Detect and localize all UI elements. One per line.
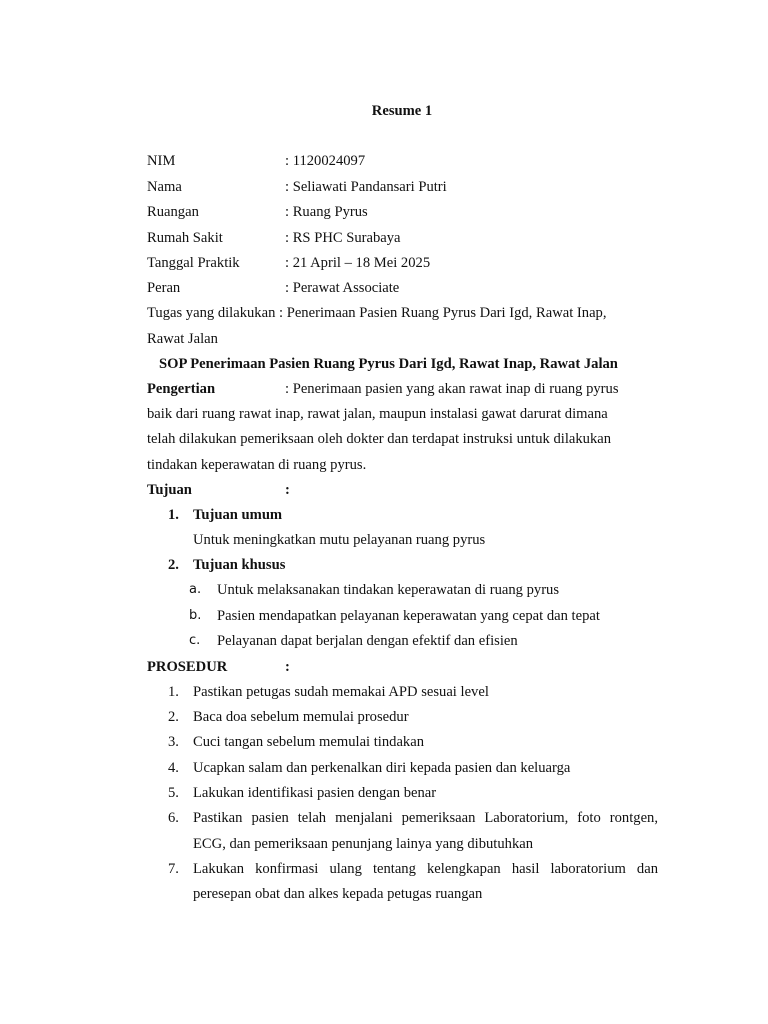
info-label: Tanggal Praktik [147,255,240,271]
list-letter: c. [189,633,201,648]
step-number: 6. [168,810,179,826]
pengertian-text-line: telah dilakukan pemeriksaan oleh dokter dan terdapat instruksi untuk dilakukan [147,431,612,447]
tujuan-label: Tujuan [147,482,192,498]
pengertian-text-line: baik dari ruang rawat inap, rawat jalan, maupun instalasi gawat darurat dimana [147,406,608,422]
step-number: 1. [168,684,179,700]
pengertian-label: Pengertian [147,381,216,397]
tugas-line-cont: Rawat Jalan [147,331,218,347]
step-text-cont: peresepan obat dan alkes kepada petugas ruangan [193,886,483,902]
list-number: 1. [168,507,179,523]
info-value: : 21 April – 18 Mei 2025 [285,255,431,271]
info-value: : Seliawati Pandansari Putri [285,179,447,195]
tujuan-colon: : [285,482,290,498]
info-value: : Perawat Associate [285,280,400,296]
tujuan-khusus-title: Tujuan khusus [193,557,286,573]
step-number: 3. [168,734,179,750]
tujuan-umum-text: Untuk meningkatkan mutu pelayanan ruang pyrus [193,532,486,548]
pengertian-text: : Penerimaan pasien yang akan rawat inap di ruang pyrus [285,381,619,397]
tujuan-khusus-item: Pasien mendapatkan pelayanan keperawatan yang cepat dan tepat [217,608,600,624]
info-label: Nama [147,179,182,195]
tujuan-khusus-item: Pelayanan dapat berjalan dengan efektif dan efisien [217,633,518,649]
document-title: Resume 1 [371,103,433,119]
info-label: Ruangan [147,204,199,220]
prosedur-colon: : [285,659,290,675]
pengertian-text-line: tindakan keperawatan di ruang pyrus. [147,457,367,473]
step-text: Pastikan petugas sudah memakai APD sesuai level [193,684,489,700]
info-label: NIM [147,153,176,169]
step-number: 7. [168,861,179,877]
tujuan-khusus-item: Untuk melaksanakan tindakan keperawatan di ruang pyrus [217,582,560,598]
prosedur-label: PROSEDUR [147,659,228,675]
info-value: : 1120024097 [285,153,366,169]
info-label: Rumah Sakit [147,230,223,246]
step-number: 4. [168,760,179,776]
sop-title: SOP Penerimaan Pasien Ruang Pyrus Dari Igd, Rawat Inap, Rawat Jalan [159,356,618,372]
step-text: Lakukan identifikasi pasien dengan benar [193,785,437,801]
list-letter: a. [189,582,202,597]
list-letter: b. [189,608,202,623]
step-text-cont: ECG, dan pemeriksaan penunjang lainya yang dibutuhkan [193,836,534,852]
info-label: Peran [147,280,181,296]
step-text: Baca doa sebelum memulai prosedur [193,709,409,725]
tujuan-umum-title: Tujuan umum [193,507,283,523]
step-number: 2. [168,709,179,725]
info-value: : Ruang Pyrus [285,204,368,220]
step-text: Lakukan konfirmasi ulang tentang kelengkapan hasil laboratorium dan [193,861,658,877]
list-number: 2. [168,557,179,573]
step-text: Ucapkan salam dan perkenalkan diri kepada pasien dan keluarga [193,760,571,776]
info-value: : RS PHC Surabaya [285,230,401,246]
step-text: Cuci tangan sebelum memulai tindakan [193,734,425,750]
tugas-line: Tugas yang dilakukan : Penerimaan Pasien Ruang Pyrus Dari Igd, Rawat Inap, [147,305,607,321]
step-text: Pastikan pasien telah menjalani pemeriksaan Laboratorium, foto rontgen, [193,810,658,826]
step-number: 5. [168,785,179,801]
